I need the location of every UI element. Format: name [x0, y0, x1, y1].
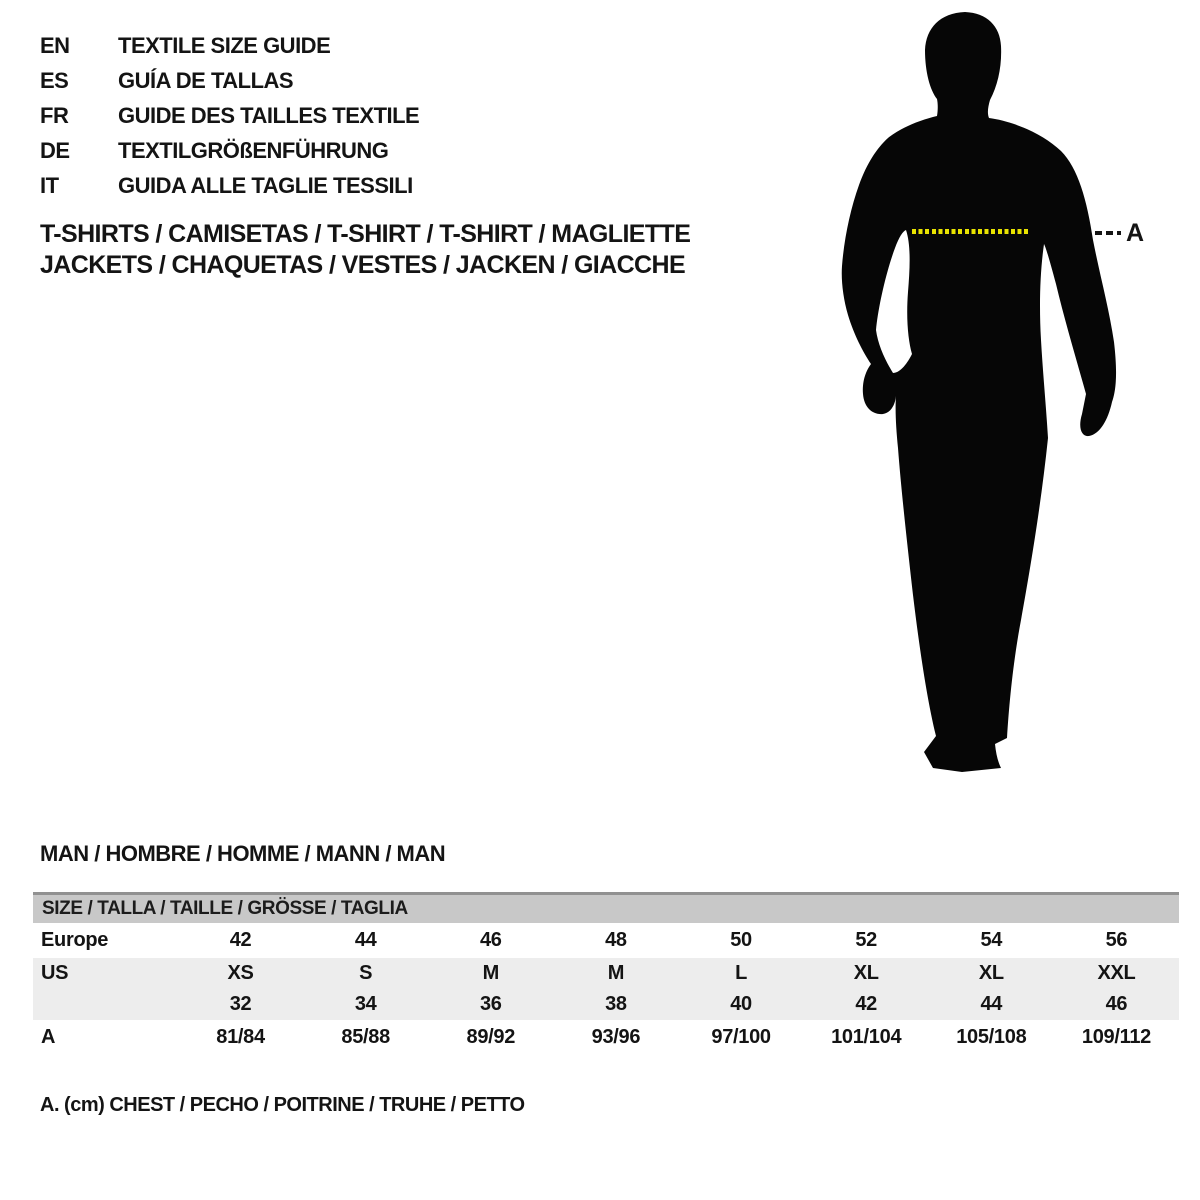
product-categories: [40, 219, 690, 281]
table-cell: M: [482, 962, 499, 984]
language-code: EN: [40, 33, 70, 58]
table-cell: 89/92: [466, 1026, 516, 1048]
table-row: [33, 1020, 1179, 1055]
table-cell: 50: [730, 929, 752, 951]
language-code: IT: [40, 173, 59, 198]
table-cell: XL: [853, 962, 879, 984]
table-cell: 38: [605, 993, 627, 1015]
table-cell: 52: [855, 929, 878, 951]
table-cell: 109/112: [1081, 1026, 1151, 1048]
language-title: GUIDA ALLE TAGLIE TESSILI: [118, 173, 413, 198]
table-cell: 97/100: [711, 1026, 771, 1048]
table-cell: M: [607, 962, 625, 984]
table-cell: 34: [354, 993, 377, 1015]
category-line-jackets: JACKETS / CHAQUETAS / VESTES / JACKEN / GIACCHE: [40, 251, 686, 279]
language-row-fr: [40, 98, 419, 133]
language-title: TEXTILGRÖßENFÜHRUNG: [118, 138, 389, 163]
table-row: [33, 989, 1179, 1020]
measure-leader-line: [1095, 231, 1121, 235]
table-cell: 93/96: [591, 1026, 641, 1048]
language-guide-list: [40, 28, 419, 203]
table-row-label: A: [41, 1026, 56, 1048]
table-cell: 42: [855, 993, 878, 1015]
table-cell: 44: [980, 993, 1003, 1015]
table-cell: 36: [479, 993, 502, 1015]
table-cell: 105/108: [956, 1026, 1027, 1048]
measurement-footnote: A. (cm) CHEST / PECHO / POITRINE / TRUHE / PETTO: [40, 1094, 525, 1116]
language-row-es: [40, 63, 419, 98]
chest-measure-line: [912, 229, 1031, 234]
table-cell: 54: [980, 929, 1003, 951]
table-cell: 85/88: [341, 1026, 390, 1048]
table-cell: 81/84: [216, 1026, 265, 1048]
table-row-label: Europe: [41, 929, 109, 951]
table-cell: XS: [227, 962, 254, 984]
table-cell: L: [735, 962, 748, 984]
table-row: [33, 923, 1179, 958]
language-row-it: [40, 168, 419, 203]
size-table-header: SIZE / TALLA / TAILLE / GRÖSSE / TAGLIA: [33, 892, 1179, 923]
table-cell: 46: [1105, 993, 1128, 1015]
measure-label-a: A: [1126, 219, 1145, 247]
language-code: FR: [40, 103, 69, 128]
table-cell: 48: [605, 929, 627, 951]
size-table-body: [33, 923, 1179, 1055]
table-row: [33, 958, 1179, 989]
table-cell: 46: [479, 929, 502, 951]
table-cell: 40: [730, 993, 752, 1015]
section-heading-man: MAN / HOMBRE / HOMME / MANN / MAN: [40, 841, 446, 866]
size-table: [33, 892, 1179, 1055]
table-row-label: US: [41, 962, 69, 984]
language-title: GUÍA DE TALLAS: [118, 68, 294, 93]
table-cell: 101/104: [831, 1026, 902, 1048]
table-cell: 56: [1105, 929, 1128, 951]
man-silhouette-figure: [820, 5, 1150, 785]
category-line-tshirts: T-SHIRTS / CAMISETAS / T-SHIRT / T-SHIRT / MAGLIETTE: [40, 220, 691, 248]
language-row-de: [40, 133, 419, 168]
table-cell: 44: [354, 929, 377, 951]
language-title: GUIDE DES TAILLES TEXTILE: [118, 103, 420, 128]
language-code: ES: [40, 68, 69, 93]
language-title: TEXTILE SIZE GUIDE: [118, 33, 331, 58]
table-cell: 42: [229, 929, 252, 951]
language-code: DE: [40, 138, 70, 163]
table-cell: S: [359, 962, 373, 984]
table-cell: 32: [229, 993, 252, 1015]
table-cell: XXL: [1097, 962, 1136, 984]
table-cell: XL: [978, 962, 1004, 984]
language-row-en: [40, 28, 419, 63]
